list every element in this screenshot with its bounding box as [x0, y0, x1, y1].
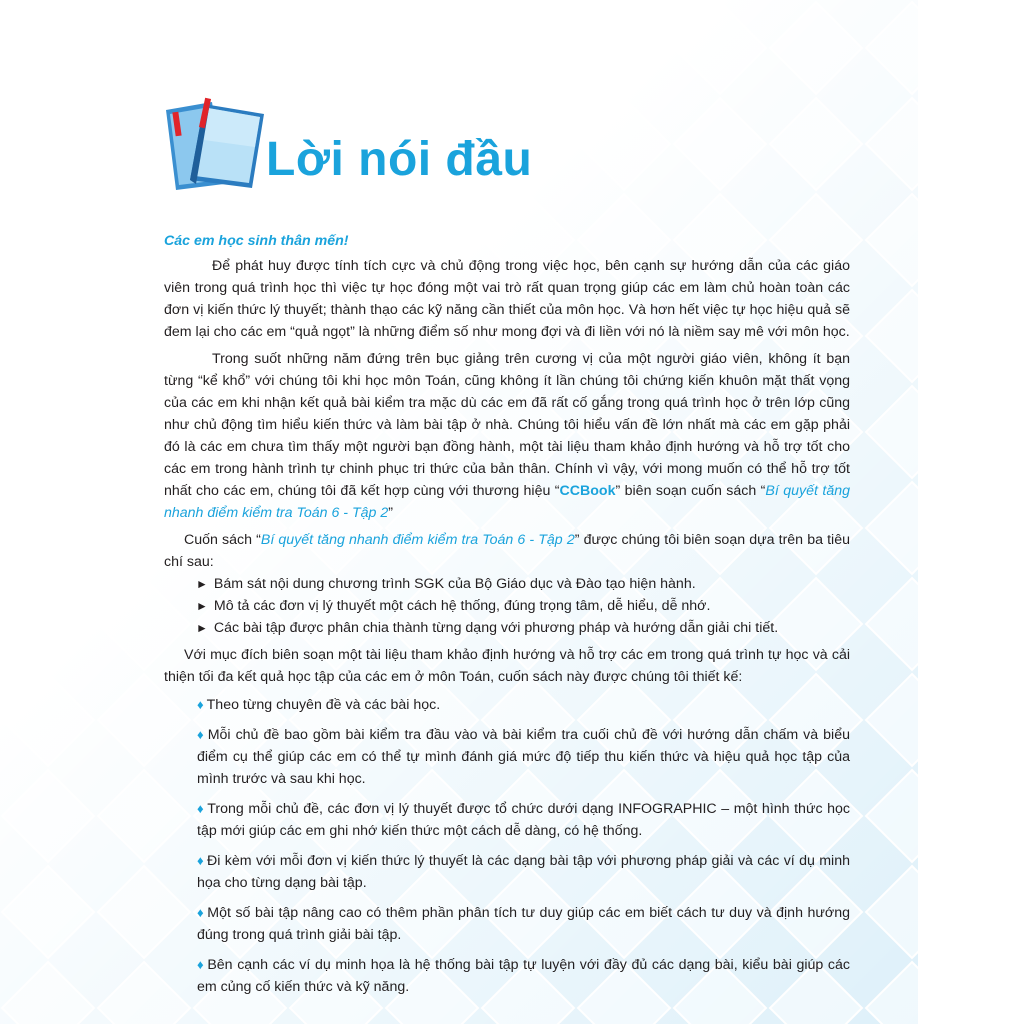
triangle-bullet-icon: ►: [196, 599, 208, 613]
diamond-bullet-icon: ♦: [197, 697, 204, 712]
brand-name: CCBook: [559, 483, 616, 499]
criteria-text: Bám sát nội dung chương trình SGK của Bộ Giáo dục và Đào tạo hiện hành.: [213, 576, 696, 592]
list-item: [164, 724, 850, 790]
paragraph-criteria-intro: [164, 529, 850, 573]
list-item: [164, 694, 850, 716]
list-item: [164, 617, 850, 639]
criteria-text: Các bài tập được phân chia thành từng dạng với phương pháp và hướng dẫn giải chi tiết.: [213, 620, 779, 636]
diamond-bullet-icon: ♦: [197, 801, 205, 816]
list-item: [164, 850, 850, 894]
diamond-bullet-icon: ♦: [197, 905, 205, 920]
paragraph-experience: [164, 348, 850, 524]
book-title-2: Bí quyết tăng nhanh điểm kiểm tra Toán 6 - Tập 2: [260, 532, 575, 548]
triangle-bullet-icon: ►: [196, 621, 208, 635]
feature-text: Mỗi chủ đề bao gồm bài kiểm tra đầu vào và bài kiểm tra cuối chủ đề với hướng dẫn chấm và biểu điểm cụ thể giúp các em có thể tự mình đánh giá mức độ tiếp thu kiến thức và hiệu quả học tập của mình trước và sau khi học.: [197, 727, 850, 787]
criteria-intro-start: Cuốn sách “: [184, 532, 261, 548]
feature-text: Trong mỗi chủ đề, các đơn vị lý thuyết được tổ chức dưới dạng INFOGRAPHIC – một hình thức học tập mới giúp các em ghi nhớ kiến thức một cách dễ dàng, có hệ thống.: [197, 801, 850, 839]
diamond-bullet-icon: ♦: [197, 727, 205, 742]
preface-body: [164, 230, 850, 1006]
list-item: [164, 902, 850, 946]
paragraph-design-intro: Với mục đích biên soạn một tài liệu tham khảo định hướng và hỗ trợ các em trong quá trình tự học và cải thiện tối đa kết quả học tập của các em ở môn Toán, cuốn sách này được chúng tôi thiết kế:: [164, 647, 850, 685]
criteria-list: [164, 573, 850, 639]
paragraph-experience-end: ”: [388, 505, 393, 521]
diamond-bullet-icon: ♦: [197, 853, 205, 868]
diamond-bullet-icon: ♦: [197, 957, 205, 972]
features-list: [164, 694, 850, 998]
paragraph-intro: Để phát huy được tính tích cực và chủ động trong việc học, bên cạnh sự hướng dẫn của các giáo viên trong quá trình học thì việc tự học đóng một vai trò rất quan trọng giúp các em làm chủ hoàn toàn các đơn vị kiến thức lý thuyết; thành thạo các kỹ năng cần thiết của môn học. Và hơn hết việc tự học hiệu quả sẽ đem lại cho các em “quả ngọt” là những điểm số như mong đợi và đi liền với nó là niềm say mê với môn học.: [164, 258, 850, 340]
list-item: [164, 798, 850, 842]
paragraph-experience-text: Trong suốt những năm đứng trên bục giảng trên cương vị của một người giáo viên, không ít bạn từng “kể khổ” với chúng tôi khi học môn Toán, cũng không ít lần chúng tôi chứng kiến khuôn mặt thất vọng của các em khi nhận kết quả bài kiểm tra mặc dù các em đã rất cố gắng trong quá trình học ở trên lớp cũng như chủ động tìm hiểu kiến thức và làm bài tập ở nhà. Chúng tôi hiểu vấn đề lớn nhất mà các em gặp phải đó là các em chưa tìm thấy một người bạn đồng hành, một tài liệu tham khảo định hướng và hỗ trợ tốt cho các em trong hành trình tự chinh phục tri thức của bản thân. Chính vì vậy, với mong muốn có thể hỗ trợ tốt nhất cho các em, chúng tôi đã kết hợp cùng với thương hiệu “: [164, 351, 850, 499]
feature-text: Theo từng chuyên đề và các bài học.: [206, 697, 441, 713]
paragraph-experience-middle: ” biên soạn cuốn sách “: [615, 483, 766, 499]
criteria-text: Mô tả các đơn vị lý thuyết một cách hệ thống, đúng trọng tâm, dễ hiểu, dễ nhớ.: [213, 598, 711, 614]
book-title: Bí quyết tăng nhanh điểm kiểm tra Toán 6 - Tập 2: [164, 483, 850, 521]
page-title: Lời nói đầu: [266, 133, 533, 186]
feature-text: Đi kèm với mỗi đơn vị kiến thức lý thuyết là các dạng bài tập với phương pháp giải và các ví dụ minh họa cho từng dạng bài tập.: [197, 853, 850, 891]
feature-text: Một số bài tập nâng cao có thêm phần phân tích tư duy giúp các em biết cách tư duy và định hướng đúng trong quá trình giải bài tập.: [197, 905, 850, 943]
criteria-intro-end: ” được chúng tôi biên soạn dựa trên ba tiêu chí sau:: [164, 532, 850, 570]
greeting: Các em học sinh thân mến!: [164, 233, 349, 249]
feature-text: Bên cạnh các ví dụ minh họa là hệ thống bài tập tự luyện với đầy đủ các dạng bài, kiểu bài giúp các em củng cố kiến thức và kỹ năng.: [197, 957, 850, 995]
book-stack-icon: [160, 92, 272, 194]
triangle-bullet-icon: ►: [196, 577, 208, 591]
list-item: [164, 954, 850, 998]
list-item: [164, 573, 850, 595]
list-item: [164, 595, 850, 617]
